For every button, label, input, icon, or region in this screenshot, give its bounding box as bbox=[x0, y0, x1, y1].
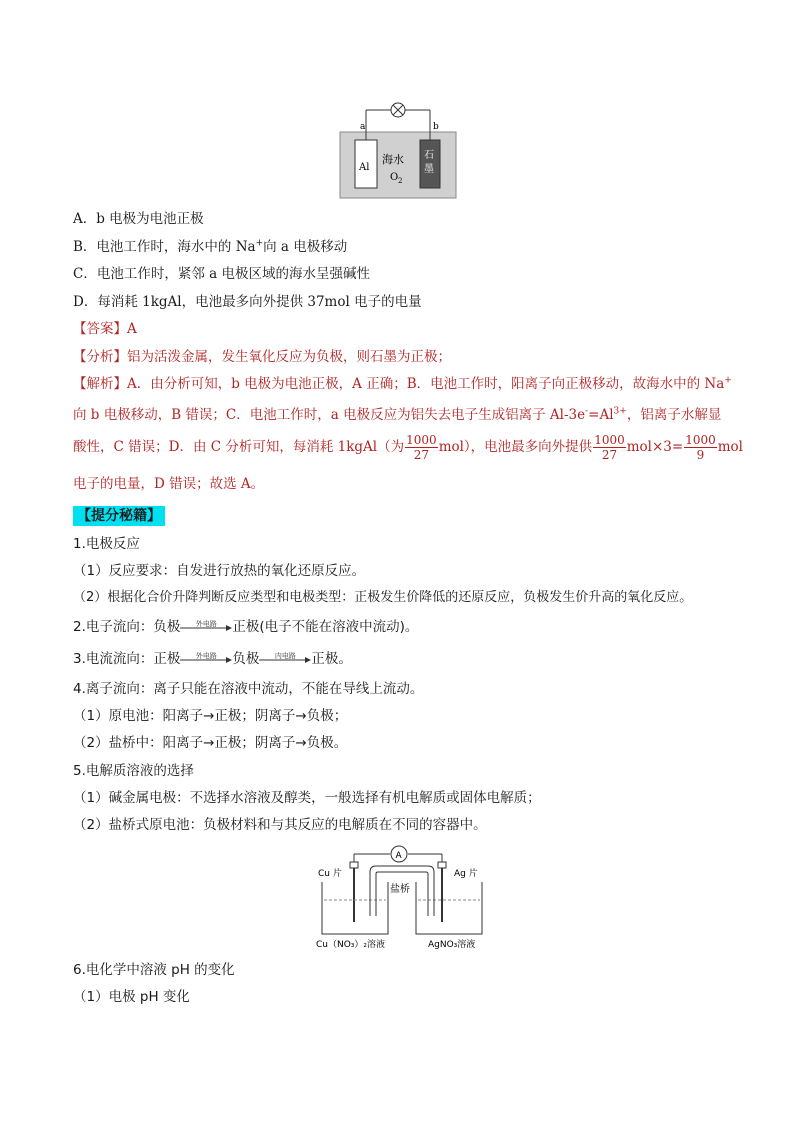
section-5-item-2: （2）盐桥式原电池：负极材料和与其反应的电解质在不同的容器中。 bbox=[73, 817, 487, 833]
explain-line-4: 电子的电量，D 错误；故选 A。 bbox=[73, 476, 265, 492]
explain-line-2: 向 b 电极移动，B 错误；C．电池工作时，a 电极反应为铝失去电子生成铝离子 $Al-3e^-=Al^{3+}$，铝离子水解显 bbox=[73, 406, 722, 423]
fraction-1000-9: $\frac{1000}{9}$ bbox=[685, 433, 716, 462]
section-3-current-flow: 3.电流流向：正极 外电路 负极 内电路 正极。 bbox=[73, 651, 352, 667]
section-5-item-1: （1）碱金属电极：不选择水溶液及醇类，一般选择有机电解质或固体电解质； bbox=[73, 790, 541, 806]
seawater-battery-diagram bbox=[338, 96, 458, 200]
fraction-1000-27-b: $\frac{1000}{27}$ bbox=[594, 433, 625, 462]
arrow-external-circuit-2: 外电路 bbox=[180, 652, 232, 666]
salt-bridge-label: 盐桥 bbox=[390, 884, 410, 895]
graphite-label-2: 墨 bbox=[424, 164, 434, 175]
ag-plate-label: Ag 片 bbox=[454, 869, 478, 879]
section-5-title: 5.电解质溶液的选择 bbox=[73, 763, 194, 779]
explain-line-3: 酸性，C 错误；D．由 C 分析可知，每消耗 1kgAl（为 $\frac{1000}{27}$ mol），电池最多向外提供 $\frac{1000}{27}$ mol×3= $\frac{1000}{9}$ mol bbox=[73, 433, 743, 462]
salt-bridge-cell-diagram bbox=[312, 842, 498, 952]
al-label: Al bbox=[359, 162, 370, 173]
graphite-label-1: 石 bbox=[424, 150, 434, 161]
section-4-item-1: （1）原电池：阳离子→正极；阴离子→负极； bbox=[73, 708, 348, 724]
section-4-title: 4.离子流向：离子只能在溶液中流动，不能在导线上流动。 bbox=[73, 681, 424, 697]
cu-plate-label: Cu 片 bbox=[318, 869, 342, 879]
explain-line-1: 【解析】A．由分析可知，b 电极为电池正极，A 正确；B．电池工作时，阳离子向正极移动，故海水中的 Na+ bbox=[73, 375, 732, 392]
fraction-1000-27-a: $\frac{1000}{27}$ bbox=[406, 433, 437, 462]
ag-solution-label: AgNO₃溶液 bbox=[428, 940, 476, 950]
answer: 【答案】A bbox=[73, 321, 137, 337]
o2-subscript: 2 bbox=[398, 177, 403, 185]
section-4-item-2: （2）盐桥中：阳离子→正极；阴离子→负极。 bbox=[73, 735, 348, 751]
section-1-item-1: （1）反应要求：自发进行放热的氧化还原反应。 bbox=[73, 563, 366, 579]
option-b: B．电池工作时，海水中的 Na+向 a 电极移动 bbox=[73, 238, 348, 255]
section-6-title: 6.电化学中溶液 pH 的变化 bbox=[73, 962, 235, 978]
cu-solution-label: Cu（NO₃）₂溶液 bbox=[316, 940, 386, 950]
option-c: C．电池工作时，紧邻 a 电极区域的海水呈强碱性 bbox=[73, 266, 370, 282]
arrow-internal-circuit: 内电路 bbox=[259, 652, 311, 666]
ammeter-icon bbox=[391, 846, 407, 862]
ammeter-label: A bbox=[395, 851, 402, 861]
seawater-label: 海水 bbox=[382, 153, 404, 166]
arrow-external-circuit: 外电路 bbox=[180, 620, 232, 634]
tips-badge: 【提分秘籍】 bbox=[73, 506, 165, 526]
section-1-title: 1.电极反应 bbox=[73, 536, 140, 552]
option-d: D．每消耗 1kgAl，电池最多向外提供 37mol 电子的电量 bbox=[73, 294, 422, 310]
label-a: a bbox=[360, 122, 366, 132]
option-a: A．b 电极为电池正极 bbox=[73, 211, 204, 227]
section-2-electron-flow: 2.电子流向：负极 外电路 正极(电子不能在溶液中流动)。 bbox=[73, 619, 419, 635]
label-b: b bbox=[433, 122, 439, 132]
section-6-item-1: （1）电极 pH 变化 bbox=[73, 989, 190, 1005]
analysis: 【分析】铝为活泼金属，发生氧化反应为负极，则石墨为正极； bbox=[73, 349, 451, 365]
bulb-icon bbox=[391, 103, 405, 117]
o2-label: O bbox=[390, 172, 399, 183]
section-1-item-2: （2）根据化合价升降判断反应类型和电极类型：正极发生价降低的还原反应，负极发生价升高的氧化反应。 bbox=[73, 590, 693, 605]
